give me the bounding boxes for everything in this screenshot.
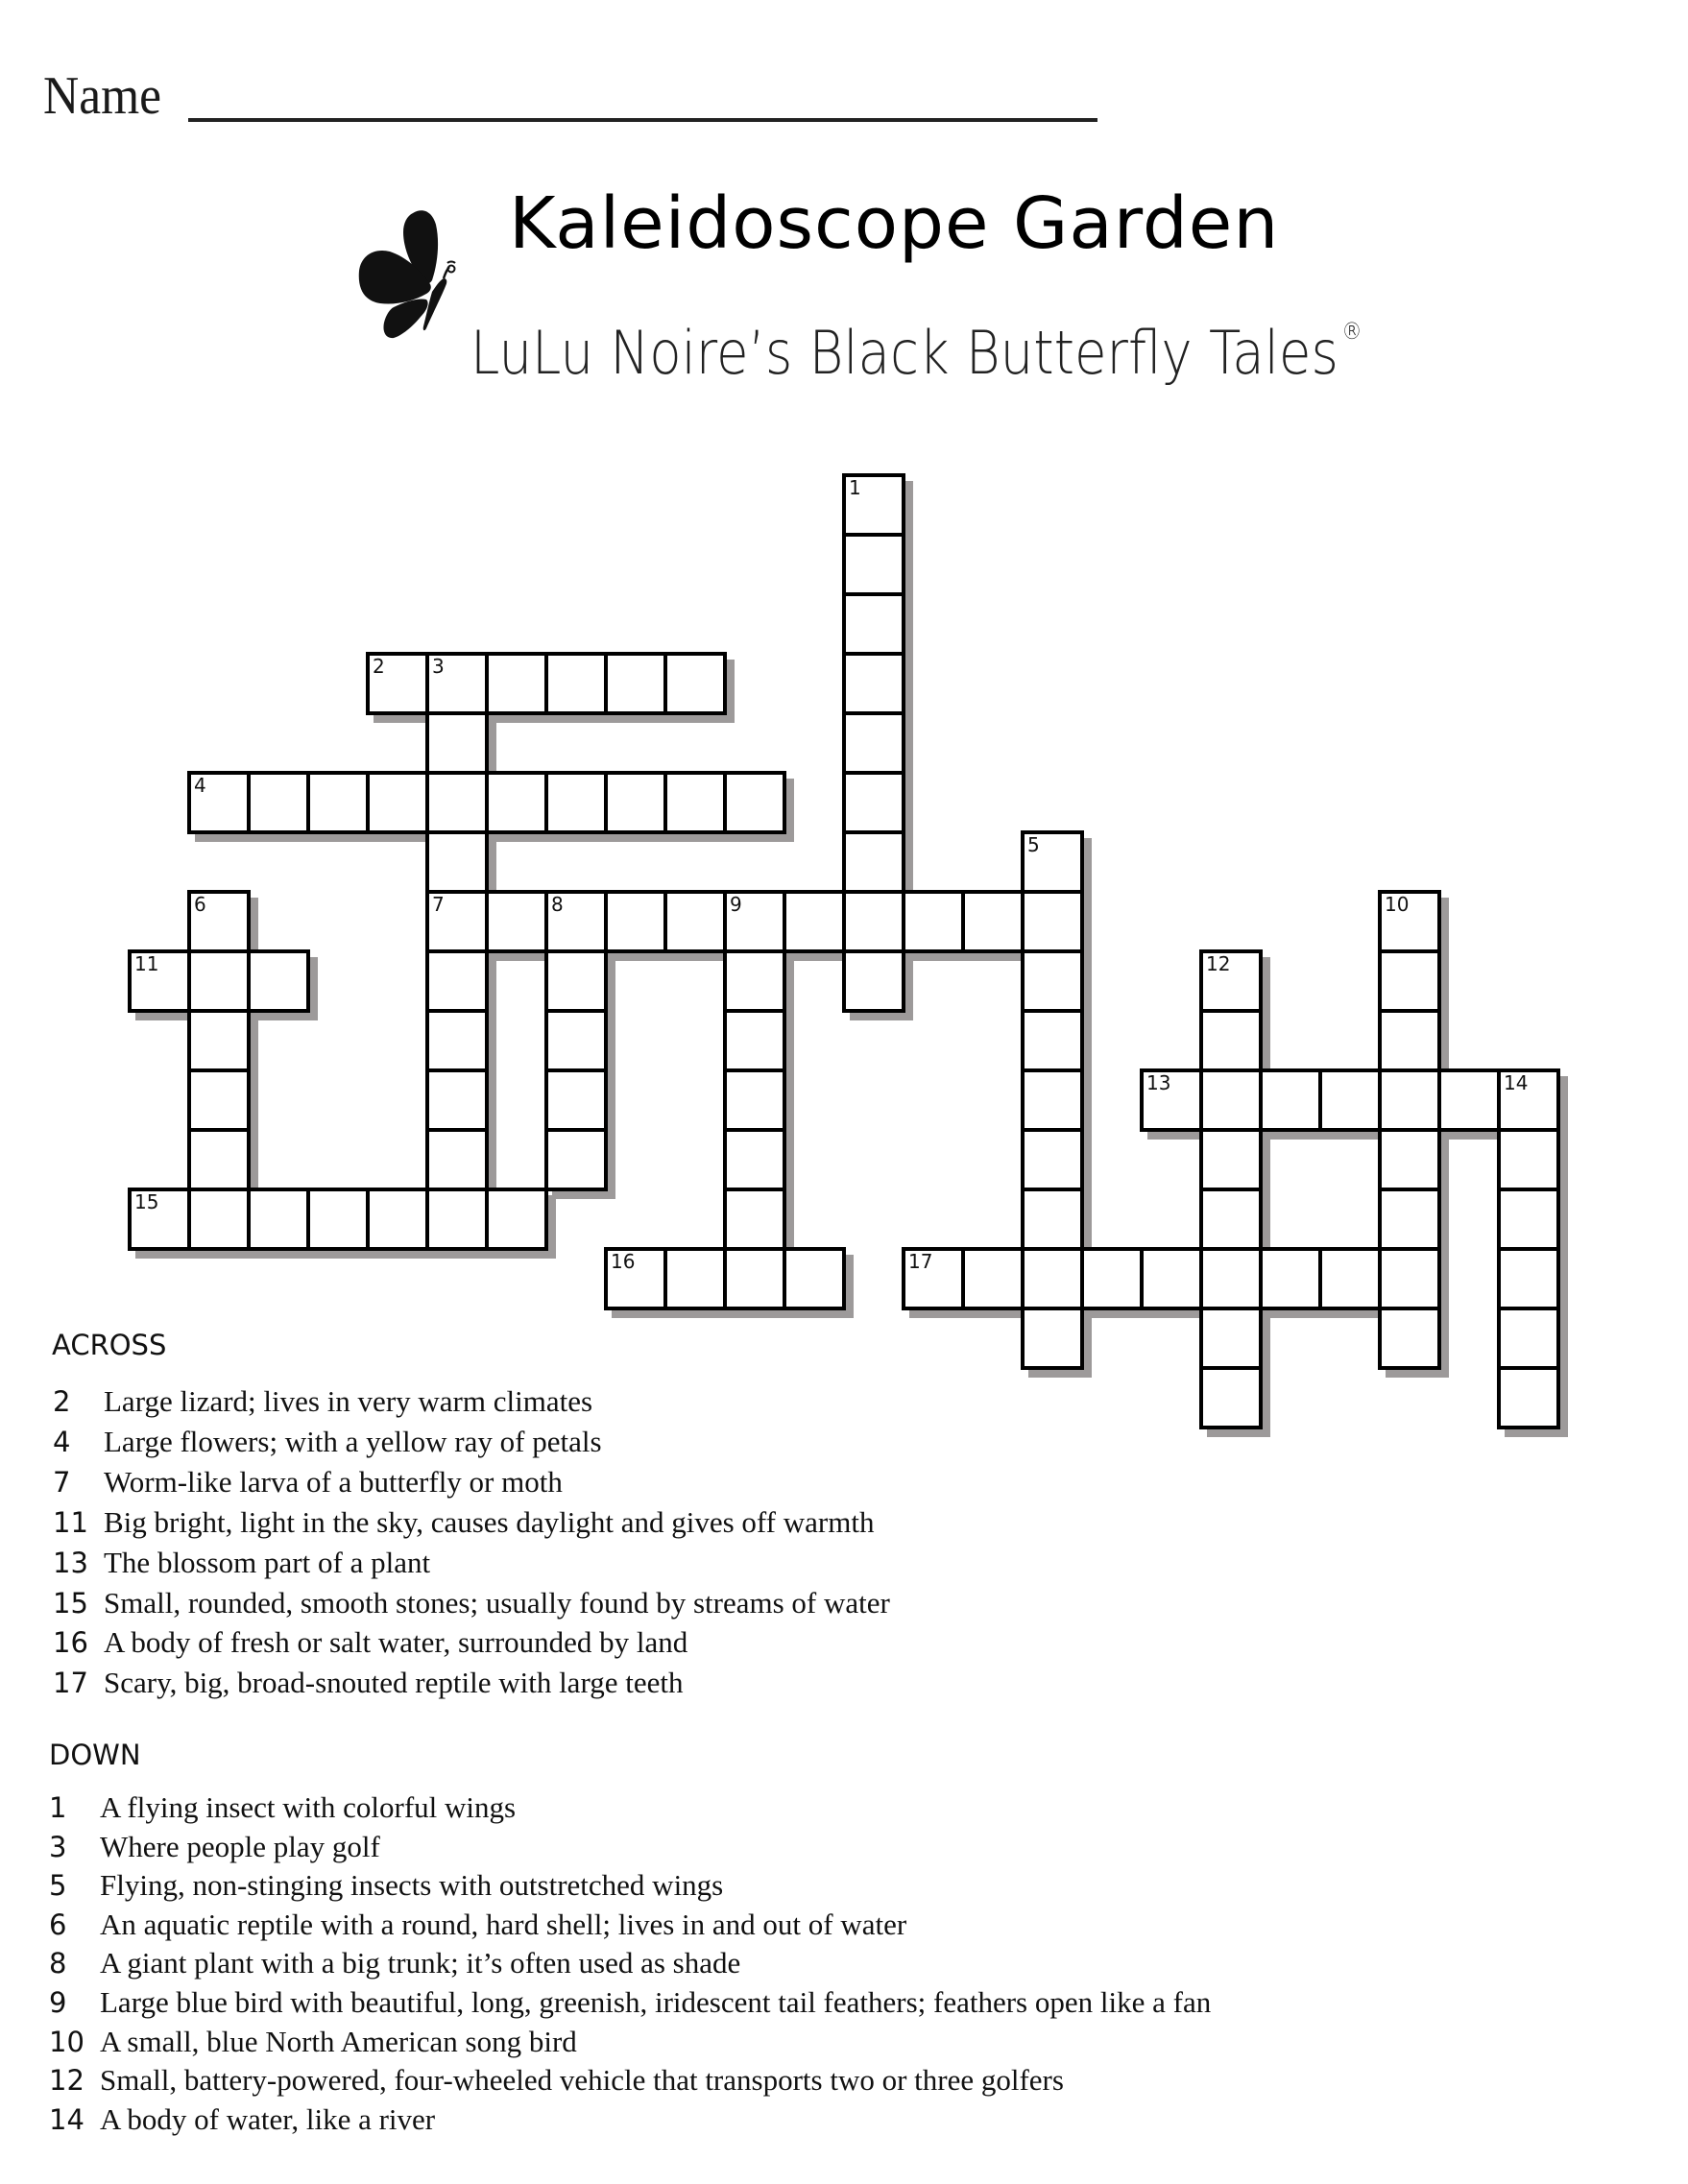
across-clue-7 xyxy=(53,1464,563,1500)
crossword-cell[interactable] xyxy=(485,890,548,953)
crossword-cell[interactable] xyxy=(1199,1307,1263,1370)
crossword-cell[interactable] xyxy=(1021,1188,1084,1251)
crossword-cell[interactable] xyxy=(485,652,548,715)
crossword-cell[interactable] xyxy=(723,1128,786,1191)
name-label: Name xyxy=(43,66,162,126)
crossword-cell[interactable] xyxy=(723,890,786,953)
crossword-cell[interactable] xyxy=(366,771,429,834)
crossword-cell[interactable] xyxy=(842,533,905,596)
clue-number-label: 1 xyxy=(849,476,861,499)
clue-number: 5 xyxy=(49,1869,67,1903)
crossword-cell[interactable] xyxy=(1378,1009,1441,1072)
crossword-cell[interactable] xyxy=(544,949,608,1013)
clue-number: 6 xyxy=(49,1908,67,1941)
crossword-cell[interactable] xyxy=(1140,1247,1203,1310)
down-clue-14 xyxy=(49,2101,436,2137)
crossword-cell[interactable] xyxy=(187,890,251,953)
crossword-cell[interactable] xyxy=(1378,1307,1441,1370)
crossword-cell[interactable] xyxy=(425,711,489,775)
down-clue-10 xyxy=(49,2024,577,2059)
crossword-cell[interactable] xyxy=(425,1068,489,1132)
page-title: Kaleidoscope Garden xyxy=(509,182,1280,265)
crossword-cell[interactable] xyxy=(1021,890,1084,953)
across-clue-13 xyxy=(53,1545,431,1580)
clue-text: The blossom part of a plant xyxy=(104,1545,431,1579)
crossword-cell[interactable] xyxy=(604,771,667,834)
crossword-cell[interactable] xyxy=(842,711,905,775)
clue-number: 11 xyxy=(53,1505,88,1539)
clue-number: 15 xyxy=(53,1586,88,1620)
crossword-cell[interactable] xyxy=(1497,1307,1560,1370)
crossword-cell[interactable] xyxy=(1378,890,1441,953)
crossword-cell[interactable] xyxy=(1318,1068,1382,1132)
clue-text: Large blue bird with beautiful, long, greenish, iridescent tail feathers; feathers open like a fan xyxy=(100,1985,1212,2019)
clue-number-label: 17 xyxy=(908,1250,933,1273)
across-clue-16 xyxy=(53,1625,688,1660)
crossword-cell[interactable] xyxy=(783,1247,846,1310)
clue-text: Large flowers; with a yellow ray of petals xyxy=(104,1424,602,1458)
clue-text: A body of water, like a river xyxy=(100,2101,436,2136)
clue-text: Small, rounded, smooth stones; usually found by streams of water xyxy=(104,1585,890,1620)
crossword-cell[interactable] xyxy=(187,1068,251,1132)
crossword-cell[interactable] xyxy=(663,771,727,834)
crossword-cell[interactable] xyxy=(783,890,846,953)
clue-number: 17 xyxy=(53,1667,88,1700)
crossword-cell[interactable] xyxy=(1080,1247,1144,1310)
crossword-cell[interactable] xyxy=(1497,1247,1560,1310)
crossword-cell[interactable] xyxy=(842,592,905,656)
crossword-cell[interactable] xyxy=(1199,1068,1263,1132)
crossword-cell[interactable] xyxy=(128,949,191,1013)
crossword-cell[interactable] xyxy=(1199,1009,1263,1072)
crossword-cell[interactable] xyxy=(128,1188,191,1251)
down-clue-1 xyxy=(49,1790,517,1825)
crossword-cell[interactable] xyxy=(485,1188,548,1251)
crossword-cell[interactable] xyxy=(544,1128,608,1191)
crossword-cell[interactable] xyxy=(1497,1366,1560,1429)
clue-number-label: 11 xyxy=(134,952,159,975)
down-clue-6 xyxy=(49,1907,907,1942)
crossword-cell[interactable] xyxy=(1437,1068,1501,1132)
crossword-cell[interactable] xyxy=(1199,1188,1263,1251)
crossword-cell[interactable] xyxy=(366,1188,429,1251)
crossword-cell[interactable] xyxy=(663,1247,727,1310)
crossword-cell[interactable] xyxy=(604,1247,667,1310)
crossword-cell[interactable] xyxy=(425,1128,489,1191)
crossword-cell[interactable] xyxy=(425,1188,489,1251)
clue-number: 8 xyxy=(49,1947,67,1980)
clue-number: 2 xyxy=(53,1385,71,1418)
crossword-cell[interactable] xyxy=(544,1068,608,1132)
crossword-cell[interactable] xyxy=(187,1009,251,1072)
crossword-cell[interactable] xyxy=(723,1068,786,1132)
across-clue-11 xyxy=(53,1504,875,1540)
crossword-cell[interactable] xyxy=(1021,1128,1084,1191)
clue-number: 16 xyxy=(53,1626,88,1660)
crossword-cell[interactable] xyxy=(247,1188,310,1251)
crossword-cell[interactable] xyxy=(1378,1068,1441,1132)
clue-number: 7 xyxy=(53,1465,71,1499)
clue-number: 14 xyxy=(49,2102,84,2136)
clue-number-label: 9 xyxy=(730,893,742,916)
crossword-cell[interactable] xyxy=(902,1247,965,1310)
clue-number-label: 13 xyxy=(1146,1071,1171,1094)
crossword-cell[interactable] xyxy=(961,890,1025,953)
down-clue-9 xyxy=(49,1985,1212,2020)
clue-number-label: 5 xyxy=(1027,833,1040,856)
crossword-cell[interactable] xyxy=(425,830,489,894)
clue-number: 9 xyxy=(49,1986,67,2019)
clue-number-label: 16 xyxy=(611,1250,636,1273)
crossword-cell[interactable] xyxy=(902,890,965,953)
clue-number-label: 12 xyxy=(1206,952,1231,975)
crossword-cell[interactable] xyxy=(1140,1068,1203,1132)
crossword-cell[interactable] xyxy=(544,771,608,834)
crossword-cell[interactable] xyxy=(1318,1247,1382,1310)
crossword-cell[interactable] xyxy=(723,1247,786,1310)
clue-text: A flying insect with colorful wings xyxy=(100,1790,517,1824)
crossword-cell[interactable] xyxy=(425,771,489,834)
crossword-cell[interactable] xyxy=(723,771,786,834)
crossword-cell[interactable] xyxy=(1259,1068,1322,1132)
clue-number: 4 xyxy=(53,1425,71,1458)
clue-number-label: 4 xyxy=(194,774,206,797)
crossword-cell[interactable] xyxy=(1378,1247,1441,1310)
clue-text: A body of fresh or salt water, surrounded by land xyxy=(104,1625,688,1660)
clue-text: Big bright, light in the sky, causes daylight and gives off warmth xyxy=(104,1504,875,1539)
across-heading: ACROSS xyxy=(52,1329,167,1361)
crossword-cell[interactable] xyxy=(366,652,429,715)
crossword-cell[interactable] xyxy=(1259,1247,1322,1310)
crossword-cell[interactable] xyxy=(663,890,727,953)
crossword-cell[interactable] xyxy=(544,652,608,715)
crossword-cell[interactable] xyxy=(723,949,786,1013)
crossword-cell[interactable] xyxy=(544,1009,608,1072)
clue-number: 3 xyxy=(49,1830,67,1863)
crossword-cell[interactable] xyxy=(842,890,905,953)
clue-text: A small, blue North American song bird xyxy=(100,2024,577,2058)
crossword-cell[interactable] xyxy=(544,890,608,953)
crossword-cell[interactable] xyxy=(1497,1128,1560,1191)
crossword-cell[interactable] xyxy=(1199,1247,1263,1310)
crossword-cell[interactable] xyxy=(1199,1366,1263,1429)
clue-text: Flying, non-stinging insects with outstretched wings xyxy=(100,1868,724,1903)
crossword-cell[interactable] xyxy=(187,949,251,1013)
crossword-cell[interactable] xyxy=(187,1128,251,1191)
clue-text: Worm-like larva of a butterfly or moth xyxy=(104,1464,563,1499)
crossword-cell[interactable] xyxy=(604,890,667,953)
down-clue-8 xyxy=(49,1946,741,1980)
clue-number: 10 xyxy=(49,2025,84,2058)
crossword-cell[interactable] xyxy=(187,771,251,834)
across-clue-17 xyxy=(53,1666,684,1700)
clue-number-label: 6 xyxy=(194,893,206,916)
clue-text: Scary, big, broad-snouted reptile with large teeth xyxy=(104,1666,684,1700)
crossword-cell[interactable] xyxy=(247,949,310,1013)
crossword-cell[interactable] xyxy=(425,652,489,715)
crossword-cell[interactable] xyxy=(1199,1128,1263,1191)
crossword-cell[interactable] xyxy=(306,771,370,834)
crossword-cell[interactable] xyxy=(723,1009,786,1072)
clue-number-label: 7 xyxy=(432,893,445,916)
crossword-cell[interactable] xyxy=(842,473,905,537)
crossword-cell[interactable] xyxy=(187,1188,251,1251)
across-clue-4 xyxy=(53,1424,602,1459)
crossword-cell[interactable] xyxy=(1199,949,1263,1013)
crossword-cell[interactable] xyxy=(1021,830,1084,894)
crossword-cell[interactable] xyxy=(1021,949,1084,1013)
clue-number-label: 15 xyxy=(134,1190,159,1213)
crossword-cell[interactable] xyxy=(425,1009,489,1072)
crossword-cell[interactable] xyxy=(1021,1009,1084,1072)
clue-number-label: 8 xyxy=(551,893,564,916)
crossword-cell[interactable] xyxy=(1497,1188,1560,1251)
crossword-cell[interactable] xyxy=(1021,1247,1084,1310)
crossword-cell[interactable] xyxy=(1378,949,1441,1013)
crossword-cell[interactable] xyxy=(961,1247,1025,1310)
crossword-cell[interactable] xyxy=(306,1188,370,1251)
down-clue-5 xyxy=(49,1868,724,1903)
crossword-cell[interactable] xyxy=(842,949,905,1013)
clue-number-label: 10 xyxy=(1385,893,1410,916)
clue-number: 1 xyxy=(49,1791,67,1824)
clue-text: An aquatic reptile with a round, hard shell; lives in and out of water xyxy=(100,1907,907,1941)
registered-mark: ® xyxy=(1341,318,1362,345)
clue-number-label: 2 xyxy=(373,655,385,678)
crossword-cell[interactable] xyxy=(1021,1068,1084,1132)
crossword-cell[interactable] xyxy=(842,652,905,715)
crossword-cell[interactable] xyxy=(425,890,489,953)
clue-text: Large lizard; lives in very warm climates xyxy=(104,1384,593,1418)
clue-number-label: 14 xyxy=(1504,1071,1529,1094)
crossword-cell[interactable] xyxy=(425,949,489,1013)
clue-number: 13 xyxy=(53,1546,88,1579)
crossword-cell[interactable] xyxy=(1378,1128,1441,1191)
crossword-cell[interactable] xyxy=(247,771,310,834)
subtitle-text: LuLu Noire’s Black Butterfly Tales xyxy=(470,318,1338,388)
crossword-cell[interactable] xyxy=(1378,1188,1441,1251)
clue-text: A giant plant with a big trunk; it’s often used as shade xyxy=(100,1946,741,1980)
clue-text: Where people play golf xyxy=(100,1829,380,1863)
clue-text: Small, battery-powered, four-wheeled vehicle that transports two or three golfers xyxy=(100,2063,1064,2098)
crossword-cell[interactable] xyxy=(604,652,667,715)
across-clue-15 xyxy=(53,1585,890,1620)
down-heading: DOWN xyxy=(49,1739,141,1771)
crossword-cell[interactable] xyxy=(1021,1307,1084,1370)
crossword-cell[interactable] xyxy=(485,771,548,834)
crossword-cell[interactable] xyxy=(723,1188,786,1251)
down-clue-12 xyxy=(49,2063,1064,2098)
down-clue-3 xyxy=(49,1829,380,1864)
crossword-cell[interactable] xyxy=(842,771,905,834)
across-clue-2 xyxy=(53,1384,593,1419)
clue-number: 12 xyxy=(49,2064,84,2098)
crossword-cell[interactable] xyxy=(663,652,727,715)
crossword-cell[interactable] xyxy=(842,830,905,894)
clue-number-label: 3 xyxy=(432,655,445,678)
crossword-cell[interactable] xyxy=(1497,1068,1560,1132)
